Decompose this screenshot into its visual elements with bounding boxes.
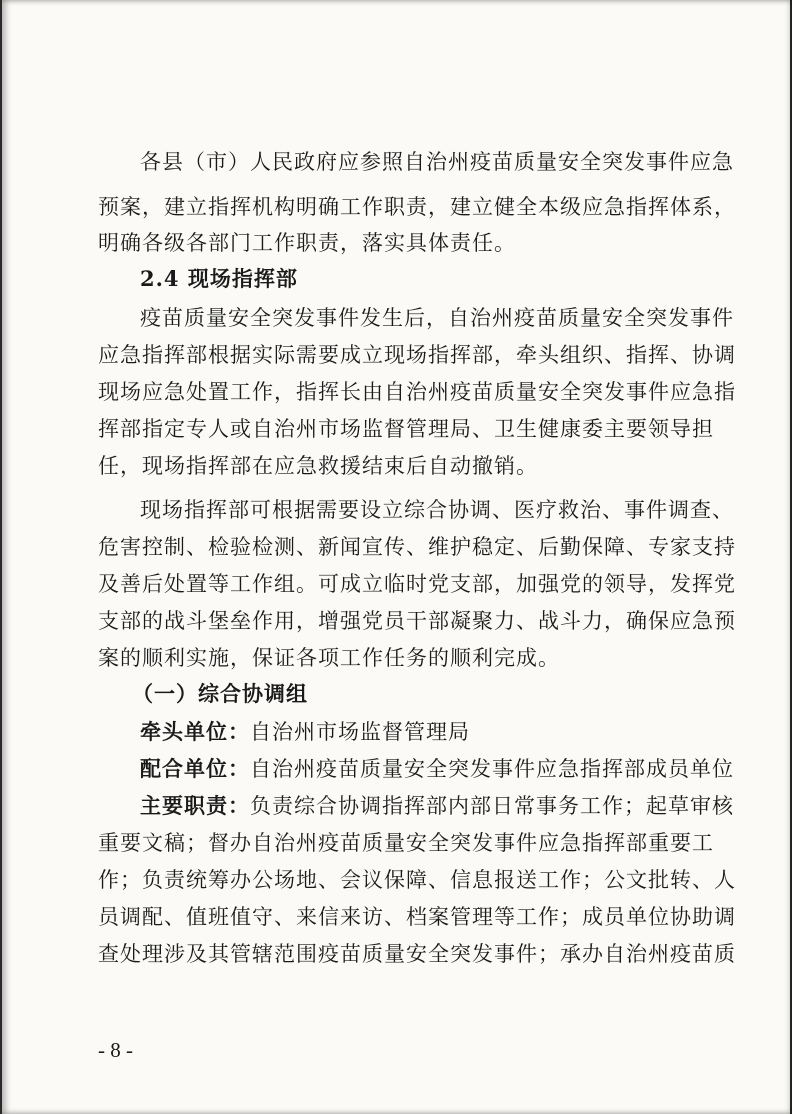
coop-unit-line bbox=[140, 755, 734, 783]
duties-first: 负责综合协调指挥部内部日常事务工作；起草审核 bbox=[250, 794, 734, 818]
paragraph-line: 案的顺利实施，保证各项工作任务的顺利完成。 bbox=[98, 646, 560, 670]
paragraph-line: 现场指挥部可根据需要设立综合协调、医疗救治、事件调查、 bbox=[140, 498, 734, 522]
duties-line bbox=[140, 792, 734, 820]
paragraph-line: 挥部指定专人或自治州市场监督管理局、卫生健康委主要领导担 bbox=[98, 417, 714, 441]
paragraph-line: 支部的战斗堡垒作用，增强党员干部凝聚力、战斗力，确保应急预 bbox=[98, 609, 736, 633]
duties-label: 主要职责： bbox=[140, 793, 250, 818]
paragraph-line: 危害控制、检验检测、新闻宣传、维护稳定、后勤保障、专家支持 bbox=[98, 535, 736, 559]
page-number: - 8 - bbox=[98, 1038, 133, 1062]
paragraph-line: 及善后处置等工作组。可成立临时党支部，加强党的领导，发挥党 bbox=[98, 572, 736, 596]
paragraph-line: 应急指挥部根据实际需要成立现场指挥部，牵头组织、指挥、协调 bbox=[98, 343, 736, 367]
section-heading: 2.4 现场指挥部 bbox=[140, 266, 298, 291]
paragraph-line: 重要文稿；督办自治州疫苗质量安全突发事件应急指挥部重要工 bbox=[98, 831, 714, 855]
coop-unit-value: 自治州疫苗质量安全突发事件应急指挥部成员单位 bbox=[250, 757, 734, 781]
lead-unit-line bbox=[140, 718, 470, 746]
paragraph-line: 各县（市）人民政府应参照自治州疫苗质量安全突发事件应急 bbox=[140, 150, 734, 174]
lead-unit-label: 牵头单位： bbox=[140, 719, 250, 744]
paragraph-line: 明确各级各部门工作职责，落实具体责任。 bbox=[98, 231, 516, 255]
paragraph-line: 员调配、值班值守、来信来访、档案管理等工作；成员单位协助调 bbox=[98, 905, 736, 929]
paragraph-line: 预案，建立指挥机构明确工作职责，建立健全本级应急指挥体系， bbox=[98, 195, 736, 219]
paragraph-line: 任，现场指挥部在应急救援结束后自动撤销。 bbox=[98, 454, 538, 478]
paragraph-line: 疫苗质量安全突发事件发生后，自治州疫苗质量安全突发事件 bbox=[140, 306, 734, 330]
subsection-heading: （一）综合协调组 bbox=[132, 681, 308, 706]
coop-unit-label: 配合单位： bbox=[140, 756, 250, 781]
paragraph-line: 作；负责统筹办公场地、会议保障、信息报送工作；公文批转、人 bbox=[98, 868, 736, 892]
paragraph-line: 查处理涉及其管辖范围疫苗质量安全突发事件；承办自治州疫苗质 bbox=[98, 942, 736, 966]
lead-unit-value: 自治州市场监督管理局 bbox=[250, 720, 470, 744]
paragraph-line: 现场应急处置工作，指挥长由自治州疫苗质量安全突发事件应急指 bbox=[98, 380, 736, 404]
